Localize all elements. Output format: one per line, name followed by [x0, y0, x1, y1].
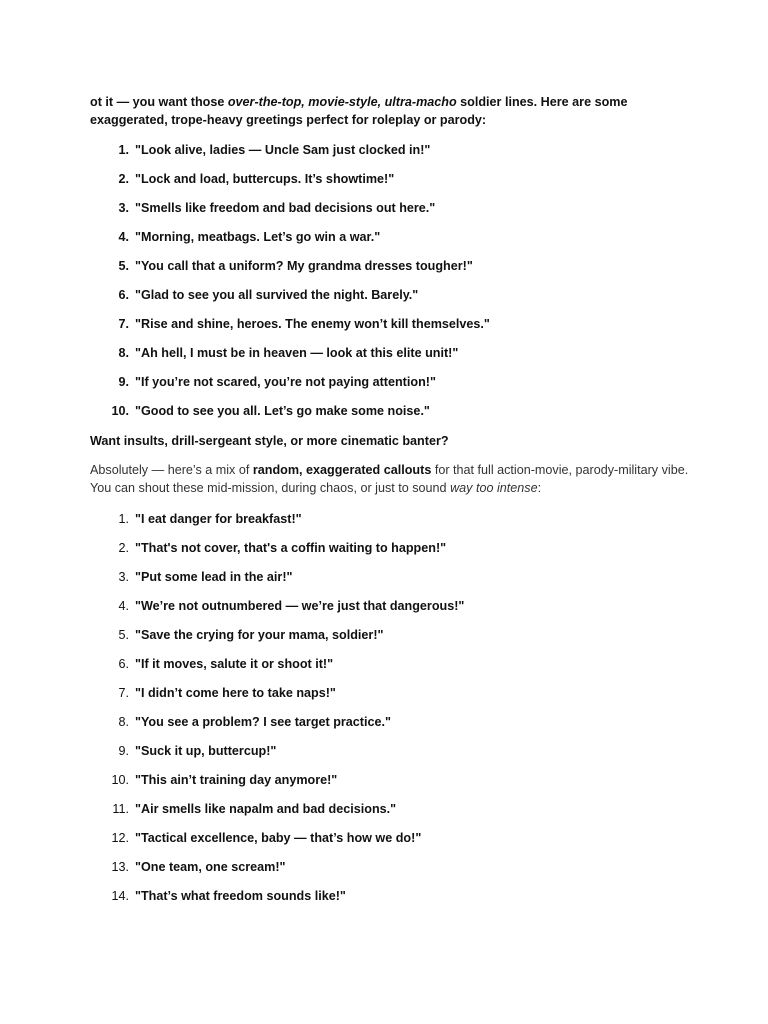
- callouts-list: [90, 510, 690, 916]
- list-number: 4.: [118, 230, 129, 244]
- list-number: 10.: [111, 773, 129, 787]
- list-text: "Tactical excellence, baby — that’s how we do!": [135, 831, 422, 845]
- list-number: 9.: [118, 375, 129, 389]
- list-number: 1.: [118, 143, 129, 157]
- list-number: 7.: [118, 686, 129, 700]
- list-item: [90, 800, 690, 829]
- list-item: [90, 887, 690, 916]
- list-number: 2.: [118, 172, 129, 186]
- list-number: 3.: [118, 570, 129, 584]
- list-text: "One team, one scream!": [135, 860, 286, 874]
- list-number: 3.: [118, 201, 129, 215]
- list-number: 7.: [118, 317, 129, 331]
- callouts-intro-lead: Absolutely — here’s a mix of: [90, 463, 253, 477]
- callouts-intro-emphasis: way too intense: [450, 481, 538, 495]
- list-text: "That's not cover, that's a coffin waiting to happen!": [135, 541, 447, 555]
- list-number: 5.: [118, 628, 129, 642]
- callouts-intro-tail: :: [537, 481, 542, 495]
- callouts-intro-bold: random, exaggerated callouts: [252, 463, 432, 477]
- list-item: [90, 228, 690, 257]
- list-item: [90, 771, 690, 800]
- list-item: [90, 510, 690, 539]
- list-number: 2.: [118, 541, 129, 555]
- list-number: 11.: [112, 802, 129, 816]
- intro-tail: soldier lines. Here are some exaggerated, trope-heavy greetings perfect for roleplay or parody:: [90, 95, 628, 127]
- list-item: [90, 402, 690, 431]
- list-number: 6.: [118, 657, 129, 671]
- list-text: "Smells like freedom and bad decisions out here.": [135, 201, 436, 215]
- list-item: [90, 858, 690, 887]
- list-item: [90, 684, 690, 713]
- list-item: [90, 626, 690, 655]
- list-item: [90, 373, 690, 402]
- list-number: 4.: [118, 599, 129, 613]
- list-text: "If it moves, salute it or shoot it!": [135, 657, 334, 671]
- list-item: [90, 655, 690, 684]
- document-page: [90, 93, 690, 916]
- list-number: 12.: [111, 831, 129, 845]
- list-text: "This ain’t training day anymore!": [135, 773, 338, 787]
- list-number: 8.: [118, 715, 129, 729]
- list-number: 9.: [118, 744, 129, 758]
- list-item: [90, 742, 690, 771]
- list-text: "I didn’t come here to take naps!": [135, 686, 336, 700]
- list-text: "I eat danger for breakfast!": [135, 512, 302, 526]
- list-item: [90, 568, 690, 597]
- callouts-intro-paragraph: [90, 461, 690, 497]
- callouts-intro-mid: for that full action-movie, parody-military vibe. You can shout these mid-mission, during chaos, or just to sound: [90, 463, 689, 495]
- list-number: 5.: [118, 259, 129, 273]
- intro-emphasis: over-the-top, movie-style, ultra-macho: [227, 95, 457, 109]
- list-item: [90, 257, 690, 286]
- intro-lead: ot it — you want those: [90, 95, 228, 109]
- list-text: "Ah hell, I must be in heaven — look at this elite unit!": [135, 346, 459, 360]
- list-text: "We’re not outnumbered — we’re just that dangerous!": [135, 599, 465, 613]
- list-item: [90, 829, 690, 858]
- list-item: [90, 539, 690, 568]
- list-item: [90, 597, 690, 626]
- list-number: 1.: [118, 512, 129, 526]
- list-number: 13.: [111, 860, 129, 874]
- list-text: "Glad to see you all survived the night. Barely.": [135, 288, 419, 302]
- intro-paragraph: [90, 93, 690, 129]
- list-item: [90, 170, 690, 199]
- list-text: "Suck it up, buttercup!": [135, 744, 277, 758]
- list-number: 8.: [118, 346, 129, 360]
- list-item: [90, 713, 690, 742]
- list-number: 14.: [111, 889, 129, 903]
- greetings-list: [90, 141, 690, 431]
- list-item: [90, 315, 690, 344]
- list-number: 6.: [118, 288, 129, 302]
- list-text: "Rise and shine, heroes. The enemy won’t kill themselves.": [135, 317, 490, 331]
- list-text: "Look alive, ladies — Uncle Sam just clocked in!": [135, 143, 431, 157]
- list-text: "Morning, meatbags. Let’s go win a war.": [135, 230, 381, 244]
- list-item: [90, 199, 690, 228]
- list-text: "Air smells like napalm and bad decisions.": [135, 802, 397, 816]
- list-text: "If you’re not scared, you’re not paying attention!": [135, 375, 436, 389]
- list-text: "Save the crying for your mama, soldier!": [135, 628, 384, 642]
- list-text: "Put some lead in the air!": [135, 570, 293, 584]
- list-text: "You call that a uniform? My grandma dresses tougher!": [135, 259, 473, 273]
- list-text: "Lock and load, buttercups. It’s showtime!": [135, 172, 395, 186]
- list-text: "That’s what freedom sounds like!": [135, 889, 346, 903]
- list-number: 10.: [111, 404, 129, 418]
- list-item: [90, 141, 690, 170]
- list-text: "You see a problem? I see target practice.": [135, 715, 391, 729]
- list-item: [90, 344, 690, 373]
- list-text: "Good to see you all. Let’s go make some noise.": [135, 404, 430, 418]
- followup-question: Want insults, drill-sergeant style, or more cinematic banter?: [90, 434, 449, 448]
- list-item: [90, 286, 690, 315]
